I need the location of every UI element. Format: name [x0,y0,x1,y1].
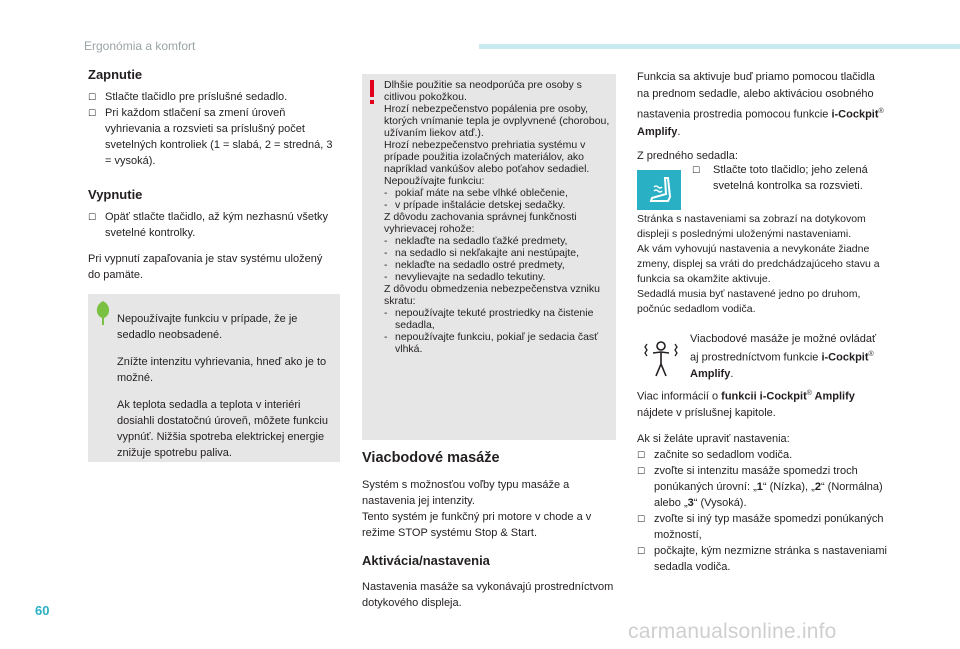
eco-tip: Nepoužívajte funkciu v prípade, že je sedadlo neobsadené. [117,313,298,341]
activation-text: Nastavenia masáže sa vykonávajú prostredníctvom dotykového displeja. [362,581,614,609]
list-item: - neklaďte na sedadlo ostré predmety, [384,259,565,271]
massage-text: Tento systém je funkčný pri motore v chode a v režime STOP systému Stop & Start. [362,511,592,539]
bullet-icon: ☐ [637,465,646,476]
list-item: - neklaďte na sedadlo ťažké predmety, [384,235,568,247]
memory-note: Pri vypnutí zapaľovania je stav systému uložený do pamäte. [88,253,323,281]
list-item: ☐ počkajte, kým nezmizne stránka s nastaveniami sedadla vodiča. [637,544,887,573]
list-item: ☐ zvoľte si iný typ masáže spomedzi ponúkaných možností, [637,512,884,541]
exclamation-icon [367,79,377,105]
button-step [692,162,888,194]
left-column [88,67,336,283]
front-seat-label: Z predného sedadla: [637,149,738,162]
seat-massage-icon [637,170,681,210]
list-item: ☐ zvoľte si intenzitu masáže spomedzi troch ponúkaných úrovní: „1“ (Nízka), „2“ (Normálna) alebo „3“ (Vysoká). [637,464,883,509]
warning-burn: Hrozí nebezpečenstvo popálenia pre osoby, ktorých vnímanie tepla je ovplyvnené (chorobou, užívaním liekov atď.). [384,103,610,139]
list-item: - pokiaľ máte na sebe vlhké oblečenie, [384,187,568,199]
warning-mat: Z dôvodu zachovania správnej funkčnosti vyhrievacej rohože: [384,211,577,235]
list-item: - v prípade inštalácie detskej sedačky. [384,199,566,211]
bullet-icon: ☐ [637,449,646,460]
bullet-icon: ☐ [88,108,97,118]
eco-tip: Znížte intenzitu vyhrievania, hneď ako je to možné. [117,356,327,384]
list-item: - nepoužívajte funkciu, pokiaľ je sedacia časť vlhká. [384,331,599,355]
massage-seat-button[interactable] [637,170,681,210]
list-item: ☐ Stlačte tlačidlo pre príslušné sedadlo. [88,91,288,103]
warning-dont-use: Nepoužívajte funkciu: [384,175,485,187]
bullet-icon: ☐ [637,513,646,524]
massage-text: Systém s možnosťou voľby typu masáže a nastavenia jej intenzity. [362,479,570,507]
activation-heading: Aktivácia/nastavenia [362,553,490,568]
page-number: 60 [35,603,50,618]
warning-overheat: Hrozí nebezpečenstvo prehriatia systému v prípade použitia izolačných materiálov, ako napríklad vankúšov alebo poťahov sedadiel. [384,139,590,175]
more-info: Viac informácií o funkcii i-Cockpit® Amplify nájdete v príslušnej kapitole. [637,390,855,419]
warning-fire: Z dôvodu obmedzenia nebezpečenstva vzniku skratu: [384,283,600,307]
zapnutie-heading: Zapnutie [88,67,143,82]
display-paragraph: Stránka s nastaveniami sa zobrazí na dotykovom displeji s poslednými uloženými nastaveniami. Ak vám vyhovujú nastavenia a nevykonáte žiadne zmeny, displej sa vráti do predchádzajúceho stavu a funkcia sa okamžite aktivuje. Sedadlá musia byť nastavené jedno po druhom, počnúc sedadlom vodiča. [637,213,880,315]
activation-paragraph: Funkcia sa aktivuje buď priamo pomocou tlačidla na prednom sedadle, alebo aktiváciou osobného nastavenia prostredia pomocou funkcie i-Cockpit® Amplify. [637,71,884,138]
person-massage-icon [641,338,681,378]
leaf-icon [94,300,112,326]
watermark: carmanualsonline.info [628,620,837,643]
right-column-bottom [637,386,887,575]
vypnutie-heading: Vypnutie [88,187,143,202]
list-item: ☐ Opäť stlačte tlačidlo, až kým nezhasnú všetky svetelné kontrolky. [88,211,329,239]
warning-box [362,74,616,440]
list-item: - nepoužívajte tekuté prostriedky na čistenie sedadla, [384,307,594,331]
eco-box [88,294,340,462]
list-item: ☐ Stlačte toto tlačidlo; jeho zelená svetelná kontrolka sa rozsvieti. [692,164,868,192]
list-item: ☐ začnite so sedadlom vodiča. [637,448,793,461]
icockpit-note: Viacbodové masáže je možné ovládať aj prostredníctvom funkcie i-Cockpit® Amplify. [690,333,877,380]
bullet-icon: ☐ [88,92,97,102]
eco-tip: Ak teplota sedadla a teplota v interiéri dosiahli dostatočnú úroveň, môžete funkciu vypnúť. Nižšia spotreba elektrickej energie znižuje spotrebu paliva. [117,399,328,459]
bullet-icon: ☐ [637,545,646,556]
massage-heading: Viacbodové masáže [362,450,500,466]
list-item: ☐ Pri každom stlačení sa zmení úroveň vyhrievania a rozsvieti sa príslušný počet svetelných kontroliek (1 = slabá, 2 = stredná, 3 = vysoká). [88,107,333,167]
warning-intro: Dlhšie použitie sa neodporúča pre osoby s citlivou pokožkou. [384,79,582,103]
list-item: - nevylievajte na sedadlo tekutiny. [384,271,546,283]
header-bar [479,44,960,49]
bullet-icon: ☐ [88,212,97,222]
list-item: - na sedadlo si nekľakajte ani nestúpajte, [384,247,580,259]
right-column-top [637,69,885,164]
section-title: Ergonómia a komfort [84,39,196,53]
bullet-icon: ☐ [692,165,701,175]
massage-section [362,449,616,611]
adjust-intro: Ak si želáte upraviť nastavenia: [637,432,790,445]
